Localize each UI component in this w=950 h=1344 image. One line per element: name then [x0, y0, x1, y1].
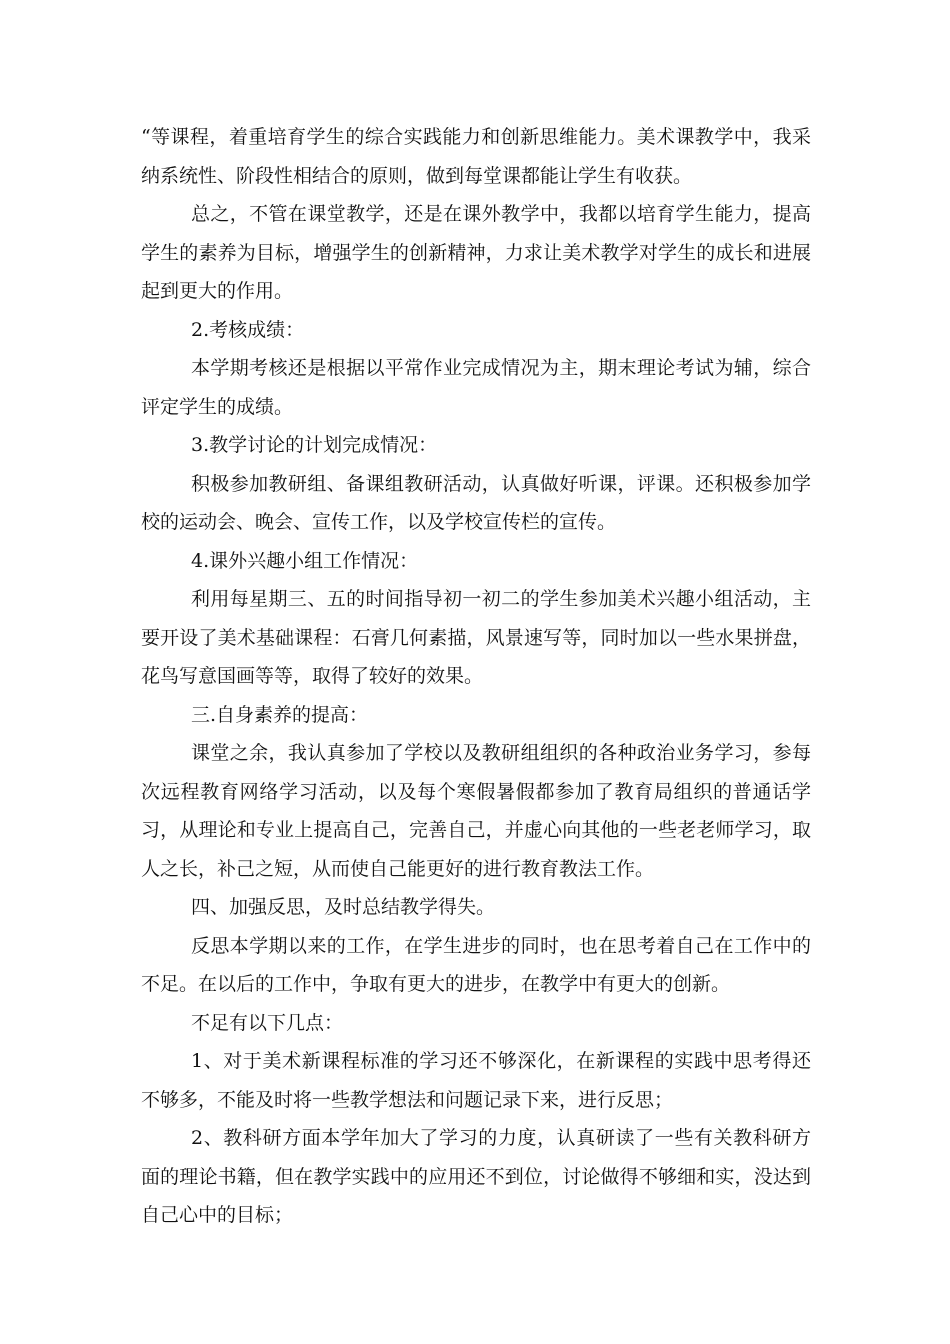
- shortcomings-intro: 不足有以下几点：: [191, 1011, 344, 1034]
- section-heading-reflection: 四、加强反思，及时总结教学得失。: [191, 896, 496, 918]
- shortcoming-item-2: 2、教科研方面本学年加大了学习的力度，认真研读了一些有关教科研方面的理论书籍，但在教学实践中的应用还不到位，讨论做得不够细和实，没达到自己心中的目标；: [141, 1127, 811, 1226]
- document-body: [141, 118, 811, 1235]
- paragraph-self-improvement: 课堂之余，我认真参加了学校以及教研组组织的各种政治业务学习，参每次远程教育网络学习活动，以及每个寒假暑假都参加了教育局组织的普通话学习，从理论和专业上提高自己，完善自己，并虚心向其他的一些老老师学习，取人之长，补己之短，从而使自己能更好的进行教育教法工作。: [141, 742, 811, 880]
- paragraph-assessment: 本学期考核还是根据以平常作业完成情况为主，期末理论考试为辅，综合评定学生的成绩。: [141, 357, 811, 418]
- section-heading-self-improvement: 三.自身素养的提高：: [191, 703, 369, 726]
- paragraph-interest-group: 利用每星期三、五的时间指导初一初二的学生参加美术兴趣小组活动，主要开设了美术基础课程：石膏几何素描，风景速写等，同时加以一些水果拼盘，花鸟写意国画等等，取得了较好的效果。: [141, 588, 811, 687]
- shortcoming-item-1: 1、对于美术新课程标准的学习还不够深化，在新课程的实践中思考得还不够多，不能及时将一些教学想法和问题记录下来，进行反思；: [141, 1050, 811, 1111]
- section-heading-assessment: 2.考核成绩：: [191, 318, 305, 341]
- paragraph-teaching-research: 积极参加教研组、备课组教研活动，认真做好听课，评课。还积极参加学校的运动会、晚会、宣传工作，以及学校宣传栏的宣传。: [141, 472, 811, 533]
- paragraph-continuation: “等课程，着重培育学生的综合实践能力和创新思维能力。美术课教学中，我采纳系统性、阶段性相结合的原则，做到每堂课都能让学生有收获。: [141, 126, 811, 187]
- paragraph-reflection: 反思本学期以来的工作，在学生进步的同时，也在思考着自己在工作中的不足。在以后的工作中，争取有更大的进步，在教学中有更大的创新。: [141, 934, 811, 995]
- section-heading-teaching-research: 3.教学讨论的计划完成情况：: [191, 434, 438, 456]
- section-heading-interest-group: 4.课外兴趣小组工作情况：: [191, 549, 419, 572]
- paragraph-summary: 总之，不管在课堂教学，还是在课外教学中，我都以培育学生能力，提高学生的素养为目标，增强学生的创新精神，力求让美术教学对学生的成长和进展起到更大的作用。: [141, 203, 811, 302]
